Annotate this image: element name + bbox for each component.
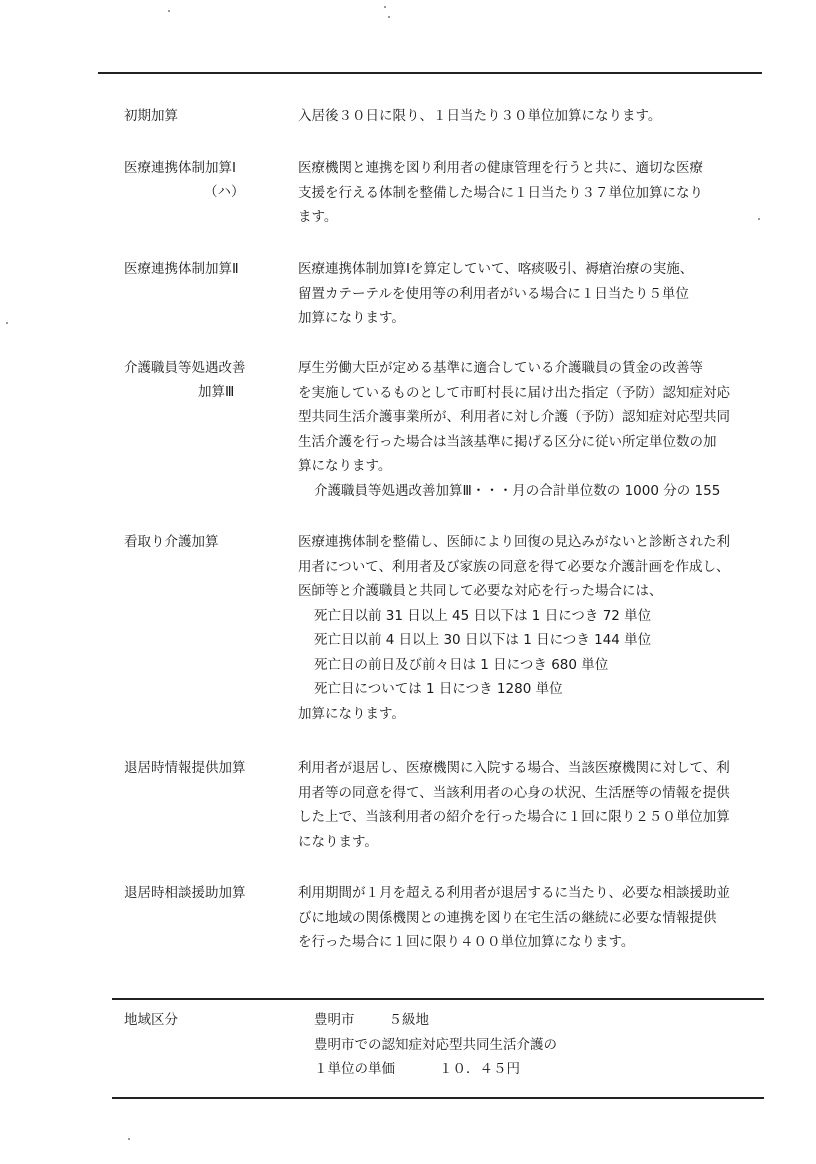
description-line: 用者について、利用者及び家族の同意を得て必要な介護計画を作成し、 xyxy=(298,558,730,575)
item-label: 看取り介護加算 xyxy=(124,534,219,550)
item-label: 医療連携体制加算Ⅱ xyxy=(124,261,239,277)
item-label: 退居時相談援助加算 xyxy=(124,885,246,901)
description-line: 医療連携体制加算Ⅰを算定していて、喀痰吸引、褥瘡治療の実施、 xyxy=(298,261,694,277)
description-line: を行った場合に１回に限り４００単位加算になります。 xyxy=(298,934,635,950)
region-label: 地域区分 xyxy=(124,1012,178,1028)
item-description xyxy=(298,104,768,129)
item-description xyxy=(298,356,768,503)
top-rule xyxy=(98,72,762,74)
unit-price-label: １単位の単価 xyxy=(314,1061,395,1077)
description-line: 生活介護を行った場合は当該基準に掲げる区分に従い所定単位数の加 xyxy=(298,433,717,450)
description-line: した上で、当該利用者の紹介を行った場合に１回に限り２５０単位加算 xyxy=(298,809,730,825)
description-line: 死亡日以前 4 日以上 30 日以下は 1 日につき 144 単位 xyxy=(314,632,652,648)
description-line: 算になります。 xyxy=(298,458,392,474)
description-line: 支援を行える体制を整備した場合に１日当たり３７単位加算になり xyxy=(298,184,703,201)
description-line: 介護職員等処遇改善加算Ⅲ・・・月の合計単位数の 1000 分の 155 xyxy=(314,482,721,499)
description-line: 留置カテーテルを使用等の利用者がいる場合に１日当たり５単位 xyxy=(298,285,689,302)
description-line: 加算になります。 xyxy=(298,705,405,722)
description-line: 加算になります。 xyxy=(298,310,405,326)
description-line: 医療連携体制を整備し、医師により回復の見込みがないと診断された利 xyxy=(298,534,730,550)
description-line: びに地域の関係機関との連携を図り在宅生活の継続に必要な情報提供 xyxy=(298,909,717,926)
item-description xyxy=(298,881,768,955)
scan-speck xyxy=(384,6,386,8)
region-top-rule xyxy=(112,998,764,1000)
item-description xyxy=(298,756,768,854)
item-description xyxy=(298,530,768,726)
region-service-line: 豊明市での認知症対応型共同生活介護の xyxy=(314,1036,557,1053)
scan-speck xyxy=(168,10,170,12)
description-line: 入居後３０日に限り、１日当たり３０単位加算になります。 xyxy=(298,108,662,124)
scan-speck xyxy=(6,322,8,324)
description-line: を実施しているものとして市町村長に届け出た指定（予防）認知症対応 xyxy=(298,384,730,401)
description-line: 利用者が退居し、医療機関に入院する場合、当該医療機関に対して、利 xyxy=(298,760,730,776)
description-line: 用者等の同意を得て、当該利用者の心身の状況、生活歴等の情報を提供 xyxy=(298,784,730,801)
region-city: 豊明市 xyxy=(314,1012,355,1028)
item-label: 初期加算 xyxy=(124,108,178,124)
item-description xyxy=(298,156,768,230)
region-grade: ５級地 xyxy=(388,1012,429,1028)
item-label: 介護職員等処遇改善 加算Ⅲ xyxy=(124,360,246,400)
unit-price-value: １０．４５円 xyxy=(439,1061,520,1077)
description-line: ます。 xyxy=(298,209,338,225)
description-line: 死亡日の前日及び前々日は 1 日につき 680 単位 xyxy=(314,656,609,673)
item-description xyxy=(298,257,768,331)
description-line: 厚生労働大臣が定める基準に適合している介護職員の賃金の改善等 xyxy=(298,360,703,376)
item-label: 退居時情報提供加算 xyxy=(124,760,246,776)
description-line: 利用期間が１月を超える利用者が退居するに当たり、必要な相談援助並 xyxy=(298,885,730,901)
description-line: 死亡日については 1 日につき 1280 単位 xyxy=(314,681,563,697)
region-bottom-rule xyxy=(112,1097,764,1099)
description-line: 死亡日以前 31 日以上 45 日以下は 1 日につき 72 単位 xyxy=(314,607,652,624)
scan-speck xyxy=(128,1138,130,1140)
item-label: 医療連携体制加算Ⅰ （ハ） xyxy=(124,160,245,200)
scan-speck xyxy=(388,16,390,18)
description-line: 医療機関と連携を図り利用者の健康管理を行うと共に、適切な医療 xyxy=(298,160,703,176)
region-details xyxy=(314,1008,557,1082)
description-line: 医師等と介護職員と共同して必要な対応を行った場合には、 xyxy=(298,583,663,599)
description-line: 型共同生活介護事業所が、利用者に対し介護（予防）認知症対応型共同 xyxy=(298,409,730,425)
description-line: になります。 xyxy=(298,833,378,850)
